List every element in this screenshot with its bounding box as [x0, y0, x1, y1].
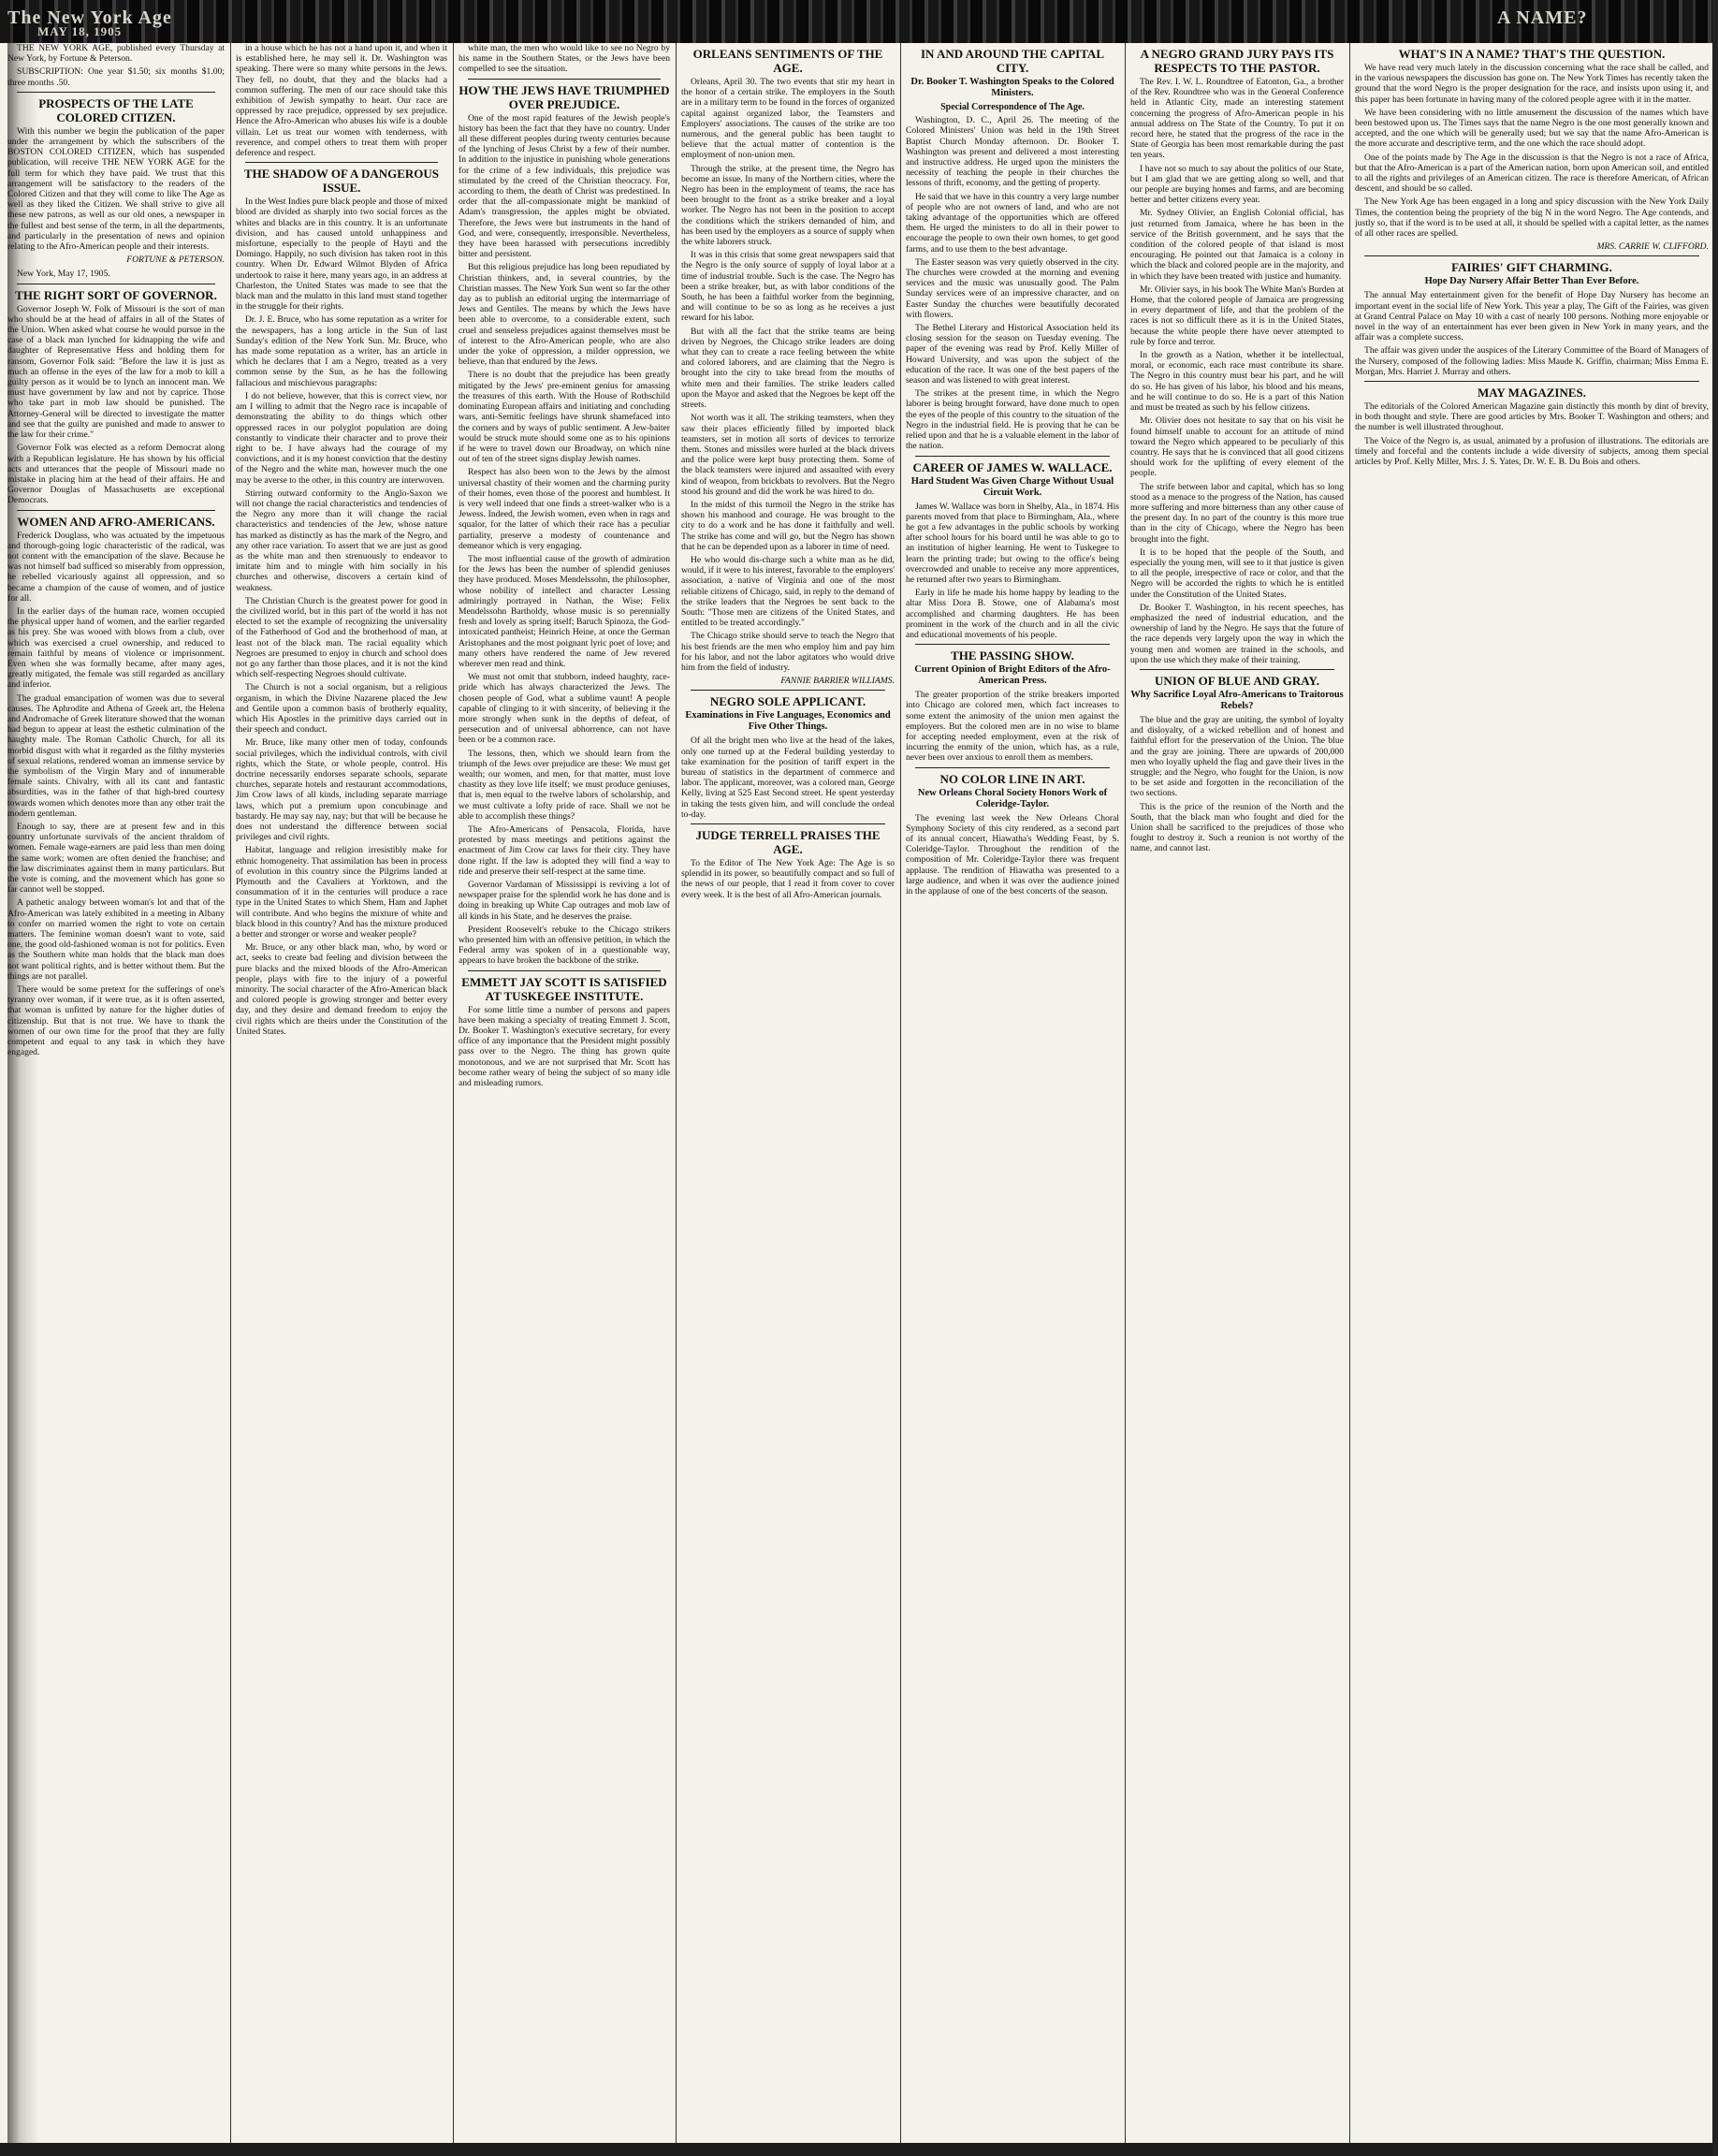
- article-paragraph: Mr. Bruce, like many other men of today, confounds social privileges, which the individual controls, with civil rights, which the State, or whole people, control. His doctrine necessarily endorses separate schools, separate churches, separate hotels and restaurant accommodations, Jim Crow laws of all kinds, including separate marriage laws, which put a premium upon concubinage and bastardy. He may say nay, nay; but that will be because he does not understand the difference between social privileges and civil rights.: [236, 737, 447, 843]
- article-subheadline: Dr. Booker T. Washington Speaks to the Colored Ministers.: [910, 77, 1114, 98]
- article-headline: THE RIGHT SORT OF GOVERNOR.: [15, 287, 217, 302]
- article-paragraph: The Christian Church is the greatest power for good in the civilized world, but in this part of the world it has not elected to set the example of recognizing the universality of the Fatherhood of God and the brotherhood of man, at least not of the black man. The racial equality which Negroes are presumed to enjoy in church and school does not go any farther than those places, and it is not the kind which self-respecting Negroes should cultivate.: [236, 595, 447, 680]
- section-divider: [468, 970, 661, 971]
- article-paragraph: We must not omit that stubborn, indeed haughty, race-pride which has always characterized the Jews. The chosen people of God, what a sublime vaunt! A people capable of clinging to it with sincerity, of believing it the more strongly when sunk in the depths of defeat, of persecution and of universal abhorrence, can not have been or be a common race.: [459, 672, 670, 746]
- column-rule: [676, 43, 677, 2145]
- masthead-date: MAY 18, 1905: [37, 24, 123, 38]
- article-paragraph: The Rev. I. W. L. Roundtree of Eatonton, Ga., a brother of the Rev. Roundtree who was in the General Conference held in Atlantic City, made an interesting statement concerning the progress of Afro-American people in his annual address on The State of the Country. To put it on record here, he stated that the progress of the race in the State of Georgia has been most remarkable during the past ten years.: [1130, 77, 1344, 161]
- masthead-left: The New York Age: [7, 7, 172, 28]
- article-paragraph: In the West Indies pure black people and those of mixed blood are divided as sharply into two social forces as the whites and blacks are in this country. It is an unfortunate division, and has caused untold unhappiness and misfortune, especially to the people of Hayti and the Domingo. Happily, no such division has taken root in this country. When Dr. Edward Wilmot Blyden of Africa undertook to raise it here, many years ago, in an address at Charleston, the United States was made to see that the black man and the mulatto in this land must stand together in the struggle for their rights.: [236, 197, 447, 313]
- section-divider: [17, 510, 215, 511]
- column-rule: [1125, 43, 1126, 2145]
- article-paragraph: The Bethel Literary and Historical Association held its closing session for the season on Tuesday evening. The paper of the evening was read by Prof. Kelly Miller of Howard University, and was upon the subject of the education of the race. It was one of the best papers of the season and was listened to with great interest.: [906, 323, 1119, 386]
- article-headline: HOW THE JEWS HAVE TRIUMPHED OVER PREJUDICE.: [459, 82, 670, 111]
- section-divider: [691, 823, 885, 824]
- article-paragraph: Enough to say, there are at present few and in this country unfortunate survivals of the ancient thraldom of women. Female wage-earners are paid less than men doing the same work; women are often denied the franchise; and the law discriminates against them in many particulars. But the vote is coming, and the movement which has gone so far cannot well be stopped.: [7, 822, 225, 896]
- article-headline: CAREER OF JAMES W. WALLACE.: [912, 459, 1113, 474]
- article-paragraph: The New York Age has been engaged in a long and spicy discussion with the New York Daily Times, the contention being the propriety of the big N in the word Negro. The Age contends, and justly so, that if the word is to be used at all, it should be spelled with a capital letter, as the names of all other races are spelled.: [1355, 197, 1709, 240]
- article-headline: THE PASSING SHOW.: [951, 648, 1074, 663]
- article-headline: A NEGRO GRAND JURY PAYS ITS RESPECTS TO THE PASTOR.: [1140, 47, 1334, 75]
- article-paragraph: The lessons, then, which we should learn from the triumph of the Jews over prejudice are these: We must get wealth; our women, and men, for that matter, must love chastity as they love life itself; we must produce geniuses, that is, men equal to the twelve labors of scholarship, and we must cultivate a lofty pride of race. Shall we not be able to accomplish these things?: [459, 748, 670, 822]
- article-headline: ORLEANS SENTIMENTS OF THE AGE.: [692, 47, 883, 75]
- article-paragraph: It was in this crisis that some great newspapers said that the Negro is the only source of supply of loyal labor at a time of industrial trouble. Such is the case. The Negro has been a strike breaker, but, as with labor conditions of the South, he has been a faithful worker from the beginning, and will continue to be so as long as he receives a just reward for his labor.: [681, 250, 895, 324]
- article-paragraph: For some little time a number of persons and papers have been making a specialty of treating Emmett J. Scott, Dr. Booker T. Washington's executive secretary, for every office of any importance that the President might possibly pass over to the Negro. The thing has grown quite monotonous, and we are not surprised that Mr. Scott has become rather weary of being the subject of so many idle and misleading rumors.: [459, 1004, 670, 1089]
- article-paragraph: Frederick Douglass, who was actuated by the impetuous and thorough-going logic characteristic of the radical, was not content with the emancipation of the slave. Because he was not himself bad sufficed so miserably from oppression, he rebelled vicariously against all oppression, and so became a champion of the cause of women, and of justice for all.: [7, 530, 225, 604]
- column-1: [7, 43, 225, 2145]
- article-paragraph: New York, May 17, 1905.: [17, 269, 110, 280]
- article-signature: FANNIE BARRIER WILLIAMS.: [780, 676, 895, 687]
- article-paragraph: Dr. J. E. Bruce, who has some reputation as a writer for the newspapers, has a long article in the Sun of last Sunday's edition of the New York Sun. Mr. Bruce, who has made some reputation as a writer, has an article in which he declares that I am a Negro, treated as a very common sense by the Sun, as he has the following fallacious and mischievous paragraphs:: [236, 314, 447, 388]
- article-paragraph: I have not so much to say about the politics of our State, but I am glad that we are getting along so well, and that our people are buying homes and farms, and are becoming better and better citizens every year.: [1130, 163, 1344, 206]
- article-paragraph: The blue and the gray are uniting, the symbol of loyalty and disloyalty, of a wicked rebellion and of honest and faithful effort for the preservation of the Union. The blue and the gray are joining. There are upwards of 200,000 men who loyally upheld the flag and gave their lives in the struggle; and the Negro, who fought for the Union, is now to be set aside and forgotten in the reconciliation of the two sections.: [1130, 714, 1344, 799]
- article-paragraph: Through the strike, at the present time, the Negro has become an issue. In many of the Northern cities, where the Negro has been in the employment of teams, the race has been brought to the front as a strike breaker and a loyal worker. The Negro has not been in the position to accept the conditions which the strikers demanded of him, and has been used by the employers as a source of supply when the white laborers struck.: [681, 163, 895, 248]
- article-headline: PROSPECTS OF THE LATE COLORED CITIZEN.: [38, 95, 194, 124]
- article-paragraph: But this religious prejudice has long been repudiated by Christian thinkers, and, in several countries, by the Christian masses. The New York Sun went so far the other day as to publish an editorial urging the intermarriage of Jews and Gentiles. The means by which the Jews have been able to overcome, to a considerable extent, such cruel and senseless prejudices against themselves must be of interest to the Afro-American people, who are also under the yoke of oppression, a milder oppression, we believe, than that endured by the Jews.: [459, 262, 670, 368]
- article-headline: WOMEN AND AFRO-AMERICANS.: [17, 514, 215, 529]
- article-paragraph: Respect has also been won to the Jews by the almost universal chastity of their women and the charming purity of their homes, even those of the poorest and humblest. It is very well indeed that one finds a street-walker who is a Jewess. Indeed, the Jewish women, even when in rags and squalor, for the latter of which their race has a peculiar partiality, preserve a modesty of countenance and demeanor which is very engaging.: [459, 467, 670, 551]
- section-divider: [1140, 669, 1334, 670]
- masthead-strip: [0, 0, 1718, 43]
- article-paragraph: THE NEW YORK AGE, published every Thursday at New York, by Fortune & Peterson.: [7, 43, 225, 65]
- article-paragraph: The Voice of the Negro is, as usual, animated by a profusion of illustrations. The editorials are timely and forceful and the contents include a wide diversity of subjects, among them special articles by Prof. Kelly Miller, Mrs. J. S. Yates, Dr. W. E. B. Du Bois and others.: [1355, 435, 1709, 468]
- article-signature: FORTUNE & PETERSON.: [126, 255, 225, 266]
- section-divider: [17, 92, 215, 93]
- article-dateline: Special Correspondence of The Age.: [940, 102, 1085, 112]
- article-paragraph: The editorials of the Colored American Magazine gain distinctly this month by dint of brevity, in both thought and style. There are good articles by Mrs. Booker T. Washington and others; and the number is well illustrated throughout.: [1355, 401, 1709, 433]
- section-divider: [1364, 381, 1699, 382]
- article-headline: JUDGE TERRELL PRAISES THE AGE.: [695, 828, 881, 856]
- article-subheadline: New Orleans Choral Society Honors Work of Coleridge-Taylor.: [917, 787, 1108, 809]
- article-paragraph: The annual May entertainment given for the benefit of Hope Day Nursery has become an important event in the social life of New York. This year a play, The Gift of the Fairies, was given at Grand Central Palace on May 10 with a cast of nearly 100 persons. Nothing more enjoyable or novel in the way of an entertainment has ever been given in New York in many years, and the affair was a complete success.: [1355, 290, 1709, 343]
- article-headline: NEGRO SOLE APPLICANT.: [709, 694, 866, 709]
- article-headline: WHAT'S IN A NAME? THAT'S THE QUESTION.: [1398, 47, 1666, 61]
- article-paragraph: There would be some pretext for the sufferings of one's tyranny over woman, if it were true, as it is often asserted, that woman is unfitted by nature for the higher duties of citizenship. But that is not true. We have to thank the women of our own time for the proof that they are fully competent and equal to any task in which they have engaged.: [7, 984, 225, 1058]
- section-divider: [915, 644, 1110, 645]
- article-paragraph: Governor Vardaman of Mississippi is reviving a lot of newspaper praise for the splendid work he has done and is doing in breaking up White Cap outrages and mob law of all kinds in his State, and he deserves the praise.: [459, 880, 670, 922]
- article-paragraph: Mr. Sydney Olivier, an English Colonial official, has just returned from Jamaica, where he has been in the service of the British government, and he says that the condition of the colored people of that island is most encouraging. He pointed out that Jamaica is a colony in which the black and colored people are in the majority, and in which they have been treated with justice and humanity.: [1130, 208, 1344, 282]
- article-paragraph: SUBSCRIPTION: One year $1.50; six months $1.00; three months .50.: [7, 66, 225, 88]
- article-paragraph: in a house which he has not a hand upon it, and when it is established here, he may sell it. Dr. Washington was speaking. There were so many white persons in the Jews. They fell, no doubt, that they and the blacks had a common suffering. The men of our race should take this exhibition of Jewish sympathy to heart. Our race are oppressed by race prejudice, oppressed by sex prejudice. Hence the Afro-American who abuses his wife is a double villain. Let us treat our women with tenderness, with reverence, and compel others to treat them with proper deference and respect.: [236, 43, 447, 159]
- article-paragraph: Mr. Olivier does not hesitate to say that on his visit he found himself unable to account for an attitude of mind toward the Negro which appeared to be peculiarly of this country. He says that he is convinced that all good citizens should work for the uplifting of every element of the people.: [1130, 415, 1344, 479]
- article-paragraph: In the earlier days of the human race, women occupied the physical upper hand of women, and the earlier regarded as his prey. She was wooed with blows from a club, over which was exercised a cruel ownership, and reduced to remain faithful by means of violence or imprisonment. Even when she was formally became, after many ages, greatly mitigated, the female was still regarded as ancillary and inferior.: [7, 605, 225, 691]
- article-paragraph: Mr. Olivier says, in his book The White Man's Burden at Home, that the colored people of Jamaica are progressing in every department of life, and that the problem of the races is not so difficult there as it is in the United States, because the white people there have never attempted to rule by force and terror.: [1130, 284, 1344, 347]
- section-divider: [245, 162, 438, 163]
- article-paragraph: The affair was given under the auspices of the Literary Committee of the Board of Managers of the Nursery, composed of the following ladies: Miss Maude K. Griffin, chairman; Miss Emma E. Morgan, Mrs. Harriet J. Murray and others.: [1355, 345, 1709, 377]
- article-paragraph: The gradual emancipation of women was due to several causes. The Aphrodite and Athena of Greek art, the Helena and Andromache of Greek literature showed that the woman had begun to appear at least the esthetic culmination of the haughty male. The Roman Catholic Church, for all its morbid disgust with what it regarded as the filthy mysteries of sexual relations, rendered woman an immense service by the symbolism of the Virgin Mary and of innumerable female saints. Chivalry, with all its cant and fantastic absurdities, was in the father of that high-bred courtesy towards women which denotes more than any other trait the modern gentleman.: [7, 692, 225, 819]
- article-paragraph: We have been considering with no little amusement the discussion of the names which have been bestowed upon us. The Times says that the name Negro is the one most generally known and accepted, and the one which will be generally used; but we say that the name Afro-American is the more accurate and descriptive term, and the one which the race should adopt.: [1355, 107, 1709, 150]
- article-headline: NO COLOR LINE IN ART.: [939, 771, 1085, 786]
- article-paragraph: The evening last week the New Orleans Choral Symphony Society of this city rendered, as a second part of its annual concert, Hiawatha's Wedding Feast, by S. Coleridge-Taylor. Throughout the rendition of the composition of Mr. Coleridge-Taylor there was frequent applause. The rendition of Hiawatha was presented to a large audience, and when it was over the audience joined in the applause of one of the best concerts of the season.: [906, 812, 1119, 896]
- article-paragraph: This is the price of the reunion of the North and the South, that the black man who fought and died for the Union shall be sacrificed to the prejudices of those who fought to destroy it. Such a reunion is not worthy of the name, and cannot last.: [1130, 801, 1344, 854]
- article-paragraph: I do not believe, however, that this is correct view, nor am I willing to admit that the Negro race is incapable of demonstrating the ability to do things which other oppressed races in our polyglot population are doing constantly to vindicate their character and to prove their right to be. I have always had the courage of my convictions, and it is my honest conviction that the destiny of the Negro and the white man, however much the one may be averse to the other, in this country are interwoven.: [236, 390, 447, 486]
- article-paragraph: One of the points made by The Age in the discussion is that the Negro is not a race of Africa, but that the Afro-American is a part of the American nation, born upon American soil, and entitled to all the rights and privileges of an American citizen. The race is therefore American, of African descent, and should be so called.: [1355, 152, 1709, 195]
- column-rule: [453, 43, 454, 2145]
- article-paragraph: Early in life he made his home happy by leading to the altar Miss Dora B. Stowe, one of Alabama's most accomplished and charming daughters. He has been prominent in the work of the church and in all the civic and educational movements of his people.: [906, 588, 1119, 640]
- column-2: [236, 43, 447, 2145]
- section-divider: [468, 79, 661, 80]
- article-subheadline: Why Sacrifice Loyal Afro-Americans to Traitorous Rebels?: [1130, 689, 1344, 711]
- article-subheadline: Hope Day Nursery Affair Better Than Ever Before.: [1424, 276, 1639, 287]
- article-paragraph: Stirring outward conformity to the Anglo-Saxon we will not change the racial characteristics and tendencies of the Negro any more than it will change the racial characteristics and tendencies of the Jew, whose nature has marked as distinctly as has the mark of the Negro, and any other race variation. To assert that we are just as good as the white man and then strenuously to endeavor to imitate him and to mingle with him socially in his churches and otherwise, discovers a certain kind of weakness.: [236, 488, 447, 593]
- section-divider: [915, 767, 1110, 768]
- article-headline: EMMETT JAY SCOTT IS SATISFIED AT TUSKEGEE INSTITUTE.: [461, 974, 667, 1003]
- article-paragraph: He who would dis-charge such a white man as he did, would, if it were to his interest, favorable to the employers' association, a native of Virginia and one of the most reliable citizens of Chicago, said, in reply to the demand of the strike leaders that the Negroes be sent back to the South: "Those men are citizens of the United States, and entitled to be treated accordingly.": [681, 554, 895, 629]
- article-paragraph: We have read very much lately in the discussion concerning what the race shall be called, and in the various newspapers the discussion has gone on. The New York Times has recently taken the ground that the word Negro is the proper designation for the race, and insists upon using it, and this paper has been fortunate in having many of the colored people agree with it in the matter.: [1355, 63, 1709, 105]
- column-rule: [230, 43, 231, 2145]
- article-paragraph: The Easter season was very quietly observed in the city. The churches were crowded at the morning and evening services and the music was unusually good. The Palm Sunday services were of an impressive character, and on Easter Sunday the churches were beautifully decorated with flowers.: [906, 256, 1119, 320]
- column-7: [1355, 43, 1709, 2145]
- article-signature: MRS. CARRIE W. CLIFFORD.: [1596, 241, 1709, 253]
- article-paragraph: The most influential cause of the growth of admiration for the Jews has been the number of splendid geniuses they have produced. Moses Mendelssohn, the philosopher, whose nobility of intellect and character Lessing admiringly portrayed in Nathan, the Wise; Felix Mendelssohn Bartholdy, whose music is so perennially fresh and lovely as spring itself; Baruch Spinoza, the God-intoxicated pantheist; Heinrich Heine, at once the German Aristophanes and the most poignant lyric poet of love; and many others have rendered the name of Jew revered wherever men read and think.: [459, 553, 670, 669]
- article-paragraph: Not worth was it all. The striking teamsters, when they saw their places efficiently filled by imported black teamsters, set in motion all sorts of devices to terrorize them. Stones and missiles were hurled at the black drivers and the police were kept busy protecting them. Some of the black teamsters were injured and assaulted with every kind of weapon, from brickbats to revolvers. But the Negro stood his ground and did the work he was hired to do.: [681, 413, 895, 497]
- section-divider: [915, 456, 1110, 457]
- masthead-right: A NAME?: [1497, 7, 1588, 28]
- article-paragraph: Habitat, language and religion irresistibly make for ethnic homogeneity. That assimilation has been in process of evolution in this country since the Pilgrims landed at Plymouth and the Cavaliers at Yorktown, and the consummation of it in the centuries will produce a race type in the United States to which Shem, Ham and Japhet will contribute. And who begins the mixture of white and black blood in this country? And has the mixture produced a better and stronger or worse and weaker people?: [236, 845, 447, 940]
- article-paragraph: One of the most rapid features of the Jewish people's history has been the fact that they have no country. Under all these different peoples during twenty centuries because of the lynching of Jesus Christ by a few of their number. In addition to the injustice in punishing whole generations for the crime of a few individuals, this prejudice was stimulated by the creed of the Christian theocracy. For, according to them, the death of Christ was predestined. In order that the all-compassionate might be mankind of Adam's transgression, the apples might be obviated. Therefore, the Jews were but instruments in the hand of God, and were, consequently, irresponsible. Nevertheless, they have been harassed with persecutions incredibly bitter and persistent.: [459, 112, 670, 260]
- article-paragraph: The strikes at the present time, in which the Negro laborer is being brought forward, have done much to open the eyes of the people of this country to the situation of the Negro in the industrial field. He is proving that he can be relied upon and that he is a valuable element in the labor of the nation.: [906, 388, 1119, 452]
- article-paragraph: A pathetic analogy between woman's lot and that of the Afro-American was lately exhibited in a meeting in Albany to confer on married women the right to vote on certain matters. The feminine woman doesn't want to vote, said one, the good old-fashioned woman is not for politics. Even as the Southern white man holds that the black man does not want political rights, and is better without them. But the things are not parallel.: [7, 897, 225, 982]
- article-paragraph: The strife between labor and capital, which has so long stood as a menace to the progress of the Nation, has caused more suffering and more bitterness than any other cause of the present day. In no part of the country is this more true than in the city of Chicago, where the Negro has been brought into the fight.: [1130, 481, 1344, 545]
- column-rule: [900, 43, 901, 2145]
- article-paragraph: To the Editor of The New York Age: The Age is so splendid in its power, so beautifully compact and so full of the news of our people, that I read it from cover to cover every week. It is the best of all Afro-American journals.: [681, 858, 895, 900]
- article-subheadline: Examinations in Five Languages, Economics and Five Other Things.: [685, 710, 891, 733]
- article-paragraph: Mr. Bruce, or any other black man, who, by word or act, seeks to create bad feeling and division between the pure blacks and the mixed bloods of the Afro-American people, plays with fire to the injury of a powerful minority. The social character of the Afro-American black and colored people is growing stronger and better every day, and they desire and demand freedom to enjoy the civil rights which are theirs under the Constitution of the United States.: [236, 942, 447, 1037]
- article-paragraph: President Roosevelt's rebuke to the Chicago strikers who presented him with an offensive petition, in which the Federal army was spoken of in a questionable way, appears to have broken the backbone of the strike.: [459, 924, 670, 967]
- article-paragraph: It is to be hoped that the people of the South, and especially the young men, will see to it that justice is given to all the people, irrespective of race or color, and that the Negro will be accorded the rights to which he is entitled under the Constitution of the United States.: [1130, 546, 1344, 600]
- column-3: [459, 43, 670, 2145]
- article-paragraph: The Chicago strike should serve to teach the Negro that his best friends are the men who employ him and pay him for his labor, and not the labor agitators who would drive him from the field of industry.: [681, 631, 895, 673]
- article-paragraph: In the growth as a Nation, whether it be intellectual, moral, or economic, each race must contribute its share. The Negro in this country must bear his part, and he will do so. He has given of his labor, his blood and his means, and he will continue to do so. He is a part of this Nation and must be treated as such by his fellow citizens.: [1130, 350, 1344, 414]
- page-right-edge: [1712, 0, 1718, 2156]
- article-paragraph: The Church is not a social organism, but a religious organism, in which the Divine Nazarene placed the Jew and Gentile upon a common basis of brotherly equality, which His Apostles in the primitive days carried out in their speech and conduct.: [236, 682, 447, 736]
- section-divider: [1364, 255, 1699, 256]
- article-paragraph: Governor Joseph W. Folk of Missouri is the sort of man who should be at the head of affairs in all of the States of the Union. When asked what course he would pursue in the case of a black man lynched for kidnapping the wife and daughter of Representative Hess and holding them for ransom, Governor Folk said: "Before the law it is just as much an offense in the eyes of the law for a mob to kill a guilty person as it would be to lynch an innocent man. We must have government by law and not by caprice. Those who take part in mob law should be punished. The Attorney-General will be directed to investigate the matter and see that the guilty are punished and made to answer to the law for their crime.": [7, 303, 225, 441]
- column-4: [681, 43, 895, 2145]
- column-5: [906, 43, 1119, 2145]
- article-headline: UNION OF BLUE AND GRAY.: [1155, 673, 1319, 688]
- article-paragraph: Of all the bright men who live at the head of the lakes, only one turned up at the Federal building yesterday to take examination for the position of tariff expert in the bureau of statistics in the department of commerce and labor. The applicant, moreover, was a colored man, George Kelly, living at 525 East Second street. He spent yesterday in taking the tests given him, and will conclude the ordeal to-day.: [681, 736, 895, 820]
- article-paragraph: white man, the men who would like to see no Negro by his name in the Southern States, or the Jews have been compelled to see the situation.: [459, 43, 670, 75]
- section-divider: [691, 690, 885, 691]
- article-paragraph: Washington, D. C., April 26. The meeting of the Colored Ministers' Union was held in the 19th Street Baptist Church Monday afternoon. Dr. Booker T. Washington was present and delivered a most interesting and instructive address. He urged upon the ministers the necessity of teaching the people in their churches the lessons of thrift, economy, and the getting of property.: [906, 115, 1119, 189]
- article-paragraph: In the midst of this turmoil the Negro in the strike has shown his manhood and courage. He was brought to the city to do a work and he has done it faithfully and well. The strike has come and will go, but the Negro has shown that he can be depended upon as a laborer in time of need.: [681, 499, 895, 552]
- article-subheadline: Hard Student Was Given Charge Without Usual Circuit Work.: [910, 475, 1114, 498]
- column-6: [1130, 43, 1344, 2145]
- article-paragraph: With this number we begin the publication of the paper under the arrangement by which the subscribers of the BOSTON COLORED CITIZEN, which has suspended publication, will receive THE NEW YORK AGE for the full term for which they have paid. We trust that this arrangement will be satisfactory to the readers of the Colored Citizen and that they will come to like The Age as well as they liked the Citizen. We shall strive to give all these new patrons, as well as our old ones, a newspaper in the fullest and best sense of the term, in all the departments, and particularly in the presentation of news and opinion relating to the Afro-American people and their interests.: [7, 125, 225, 253]
- article-headline: FAIRIES' GIFT CHARMING.: [1451, 260, 1612, 275]
- article-paragraph: Orleans, April 30. The two events that stir my heart in the honor of a certain strike. The employers in the South are in a military term to be found in the forces of organized capital against organized labor, the Teamsters and Employers' associations. The causes of the strike are too numerous, and the general public has been taught to believe that the actual matter of contention is the employment of non-union men.: [681, 77, 895, 161]
- article-headline: THE SHADOW OF A DANGEROUS ISSUE.: [243, 167, 440, 196]
- article-paragraph: The greater proportion of the strike breakers imported into Chicago are colored men, which fact increases to some extent the animosity of the union men against the employers. But the colored men are in no wise to blame for accepting needed employment, even at the risk of incurring the enmity of the union, which has, as a rule, never been over anxious to enroll them as members.: [906, 690, 1119, 764]
- column-rule: [1349, 43, 1350, 2145]
- article-paragraph: He said that we have in this country a very large number of people who are not owners of land, and who are not taking advantage of the opportunities which are offered them. He urged the ministers to do all in their power to encourage the people to own their own homes, to get good farms, and to use them to the best advantage.: [906, 191, 1119, 255]
- article-headline: IN AND AROUND THE CAPITAL CITY.: [921, 47, 1104, 75]
- article-paragraph: But with all the fact that the strike teams are being driven by Negroes, the Chicago strike leaders are doing what they can to create a race feeling between the white and colored laborers, and are claiming that the Negro is brought into the city to take bread from the mouths of white men and their families. The strike leaders called upon the Mayor and asked that the Negroes be kept off the streets.: [681, 326, 895, 411]
- article-subheadline: Current Opinion of Bright Editors of the Afro-American Press.: [914, 664, 1111, 687]
- article-paragraph: There is no doubt that the prejudice has been greatly mitigated by the Jews' pre-eminent genius for amassing the treasures of this earth. With the House of Rothschild dominating European affairs and initiating and concluding wars, anti-Semitic feelings have shrunk shamefaced into the corners and by ways of public sentiment. A Jew-baiter would be struck mute should some one as to his opinions if he were to travel down our Broadway, on which nine out of ten of the street signs display Jewish names.: [459, 370, 670, 465]
- article-paragraph: Governor Folk was elected as a reform Democrat along with a Republican legislature. He has shown by his official acts and utterances that the people of Missouri made no mistake in placing him at the head of their affairs. He and Governor Douglas of Massachusetts are exceptional Democrats.: [7, 443, 225, 506]
- page-bottom-edge: [0, 2143, 1718, 2156]
- article-paragraph: James W. Wallace was born in Shelby, Ala., in 1874. His parents moved from that place to Birmingham, Ala., where he got a few advantages in the public schools by working after school hours for his board until he was able to go to an institution of higher learning. He went to Tuskegee to learn the printing trade; but owing to the office's being overcrowded and unable to receive any more apprentices, he returned after two years to Birmingham.: [906, 501, 1119, 585]
- article-headline: MAY MAGAZINES.: [1477, 386, 1587, 401]
- article-paragraph: The Afro-Americans of Pensacola, Florida, have protested by mass meetings and petitions against the enactment of Jim Crow car laws for their city. They have done right. If the law is adopted they will find a way to ride and preserve their self-respect at the same time.: [459, 824, 670, 877]
- article-paragraph: Dr. Booker T. Washington, in his recent speeches, has emphasized the need of industrial education, and the ownership of land by the Negro. He says that the future of the race depends very largely upon the way in which the young men and women are trained in the schools, and upon the use which they make of their training.: [1130, 602, 1344, 665]
